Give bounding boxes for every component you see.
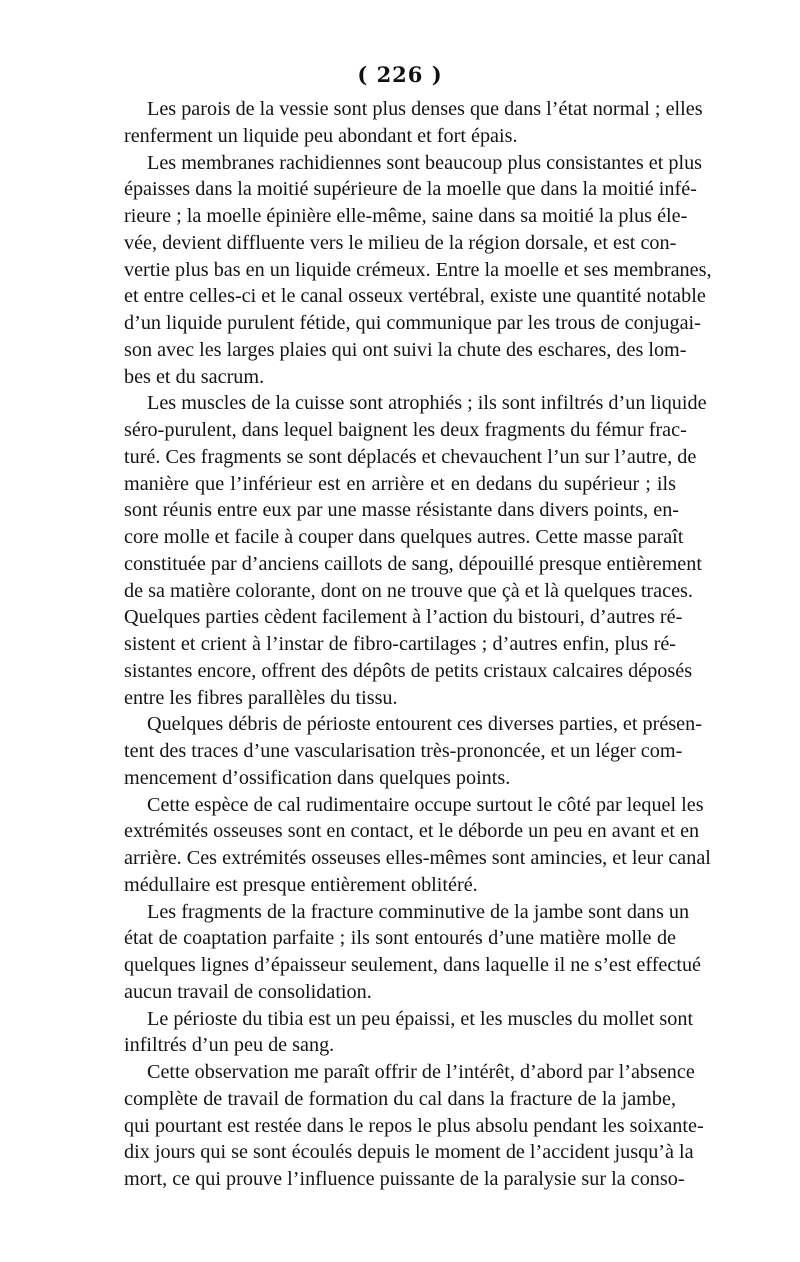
text-line: état de coaptation parfaite ; ils sont entourés d’une matière molle de <box>124 927 676 950</box>
text-line: Cette espèce de cal rudimentaire occupe surtout le côté par lequel les <box>147 793 704 816</box>
text-line: constituée par d’anciens caillots de sang, dépouillé presque entièrement <box>124 552 702 575</box>
paragraph-tibia <box>124 1006 694 1060</box>
text-line: extrémités osseuses sont en contact, et le déborde un peu en avant et en <box>124 820 700 843</box>
text-line: médullaire est presque entièrement oblitéré. <box>124 873 478 896</box>
text-line: sont réunis entre eux par une masse résistante dans divers points, en- <box>124 499 680 522</box>
text-line: tent des traces d’une vascularisation très-prononcée, et un léger com- <box>124 740 683 762</box>
paragraph-rudimentary-callus <box>124 792 711 899</box>
text-line: complète de travail de formation du cal dans la fracture de la jambe, <box>124 1087 676 1110</box>
text-line: dix jours qui se sont écoulés depuis le moment de l’accident jusqu’à la <box>124 1141 694 1164</box>
text-line: Cette observation me paraît offrir de l’intérêt, d’abord par l’absence <box>147 1061 695 1083</box>
text-line: mort, ce qui prouve l’influence puissante de la paralysie sur la conso- <box>124 1168 685 1190</box>
text-line: Le périoste du tibia est un peu épaissi, et les muscles du mollet sont <box>147 1007 694 1030</box>
text-line: aucun travail de consolidation. <box>124 980 372 1003</box>
text-line: renferment un liquide peu abondant et fort épais. <box>124 124 518 147</box>
text-line: de sa matière colorante, dont on ne trouve que çà et là quelques traces. <box>124 579 693 602</box>
text-line: d’un liquide purulent fétide, qui communique par les trous de conjugai- <box>124 312 701 334</box>
text-line: Quelques débris de périoste entourent ces diverses parties, et présen- <box>147 713 702 736</box>
text-line: turé. Ces fragments se sont déplacés et chevauchent l’un sur l’autre, de <box>124 445 697 468</box>
text-line: mencement d’ossification dans quelques points. <box>124 766 511 789</box>
text-line: arrière. Ces extrémités osseuses elles-mêmes sont amincies, et leur canal <box>124 847 711 869</box>
text-line: vertie plus bas en un liquide crémeux. Entre la moelle et ses membranes, <box>124 258 712 281</box>
text-line: infiltrés d’un peu de sang. <box>124 1034 335 1057</box>
paragraph-leg-fracture <box>124 899 702 1006</box>
text-line: épaisses dans la moitié supérieure de la moelle que dans la moitié infé- <box>124 178 697 201</box>
text-line: Les parois de la vessie sont plus denses que dans l’état normal ; elles <box>147 98 703 120</box>
text-line: vée, devient diffluente vers le milieu de la région dorsale, et est con- <box>124 231 677 254</box>
text-line: sistantes encore, offrent des dépôts de petits cristaux calcaires déposés <box>124 659 693 682</box>
text-line: qui pourtant est restée dans le repos le plus absolu pendant les soixante- <box>124 1114 704 1137</box>
text-line: sistent et crient à l’instar de fibro-cartilages ; d’autres enfin, plus ré- <box>124 633 676 655</box>
text-line: entre les fibres parallèles du tissu. <box>124 686 398 709</box>
paragraph-spinal-membranes <box>124 150 712 391</box>
text-line: Les fragments de la fracture comminutive de la jambe sont dans un <box>147 900 690 923</box>
text-line: son avec les larges plaies qui ont suivi la chute des eschares, des lom- <box>124 338 687 361</box>
text-line: rieure ; la moelle épinière elle-même, saine dans sa moitié la plus éle- <box>124 205 688 227</box>
text-line: bes et du sacrum. <box>124 365 265 388</box>
page-number: ( 226 ) <box>357 62 443 87</box>
text-line: quelques lignes d’épaisseur seulement, dans laquelle il ne s’est effectué <box>124 954 702 976</box>
paragraph-observation <box>124 1059 704 1193</box>
text-line: Les muscles de la cuisse sont atrophiés ; ils sont infiltrés d’un liquide <box>147 392 707 415</box>
text-line: et entre celles-ci et le canal osseux vertébral, existe une quantité notable <box>124 285 706 308</box>
text-line: séro-purulent, dans lequel baignent les deux fragments du fémur frac- <box>124 419 687 441</box>
text-line: core molle et facile à couper dans quelques autres. Cette masse paraît <box>124 526 684 548</box>
paragraph-periosteum <box>124 711 702 791</box>
paragraph-thigh-muscles <box>124 390 707 711</box>
text-line: Les membranes rachidiennes sont beaucoup plus consistantes et plus <box>147 151 703 174</box>
text-line: manière que l’inférieur est en arrière et en dedans du supérieur ; ils <box>124 472 676 495</box>
text-line: Quelques parties cèdent facilement à l’action du bistouri, d’autres ré- <box>124 606 683 629</box>
paragraph-bladder <box>124 96 703 150</box>
body-text <box>124 96 712 1193</box>
